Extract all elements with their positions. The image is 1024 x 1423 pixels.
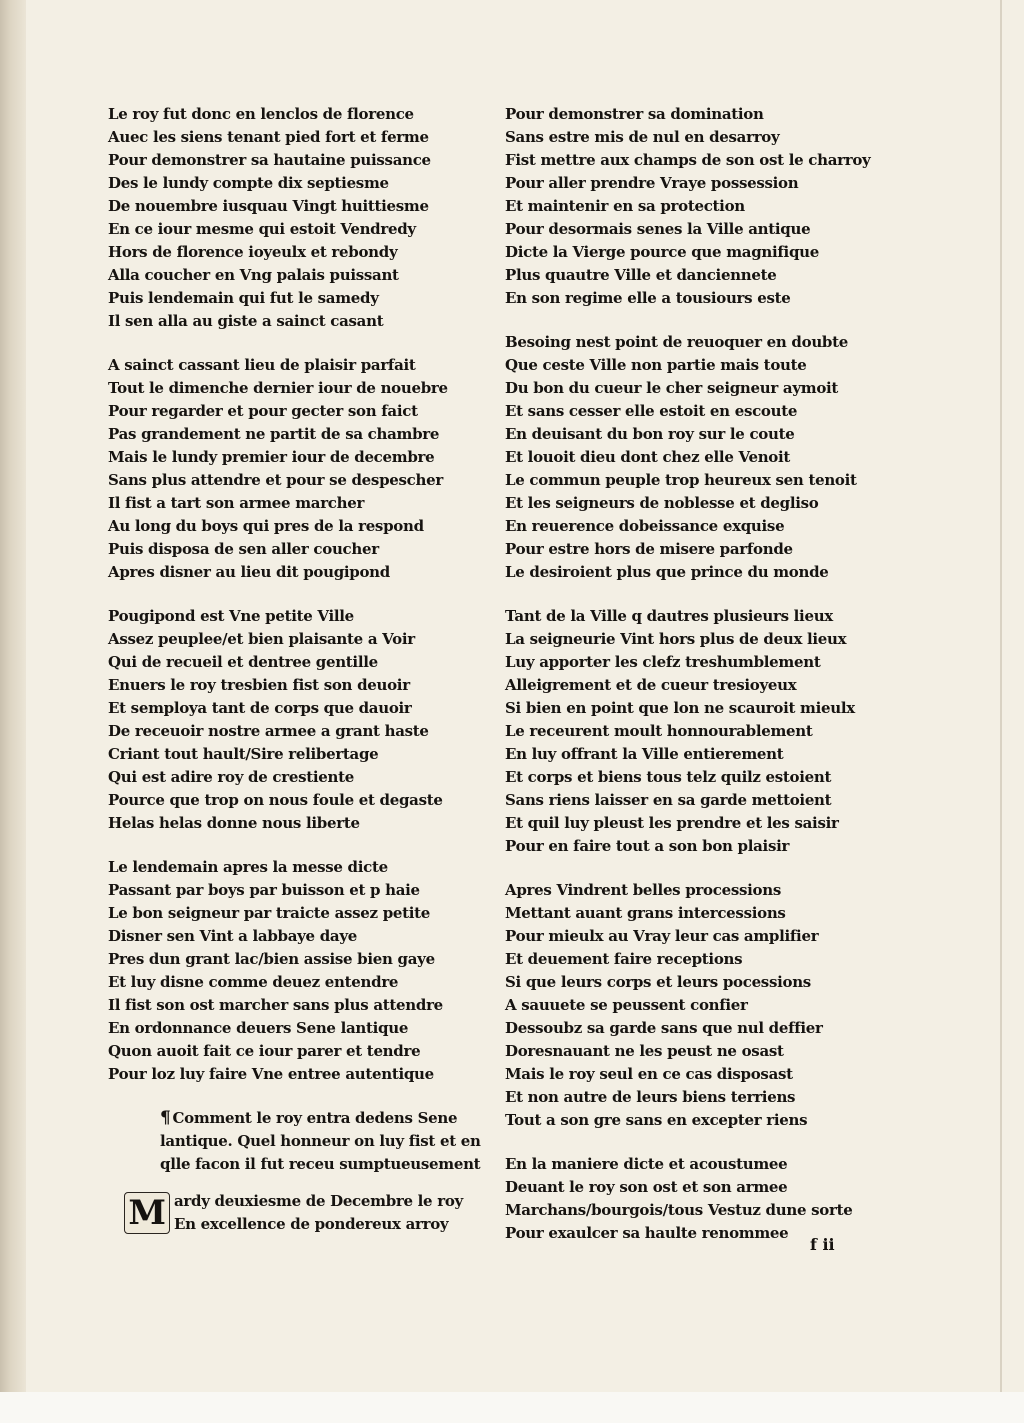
verse-line: En deuisant du bon roy sur le coute xyxy=(505,425,795,443)
verse-line: Puis disposa de sen aller coucher xyxy=(108,540,379,558)
pilcrow-mark: ¶ xyxy=(160,1108,171,1128)
verse-line: Du bon du cueur le cher seigneur aymoit xyxy=(505,379,839,397)
verse-line: Sans plus attendre et pour se despescher xyxy=(108,471,443,489)
stanza xyxy=(505,331,885,584)
rubric-line: qlle facon il fut receu sumptueusement xyxy=(160,1155,481,1173)
stanza xyxy=(108,605,488,835)
verse-line: Pour regarder et pour gecter son faict xyxy=(108,402,418,420)
verse-line: Le desiroient plus que prince du monde xyxy=(505,563,829,581)
verse-line: Pour aller prendre Vraye possession xyxy=(505,174,799,192)
stanza xyxy=(505,1153,885,1245)
verse-line: ardy deuxiesme de Decembre le roy xyxy=(174,1192,463,1210)
stanza xyxy=(505,605,885,858)
verse-line: Luy apporter les clefz treshumblement xyxy=(505,653,821,671)
verse-line: En ce iour mesme qui estoit Vendredy xyxy=(108,220,416,238)
verse-line: Disner sen Vint a labbaye daye xyxy=(108,927,357,945)
verse-line: Il fist a tart son armee marcher xyxy=(108,494,365,512)
verse-line: La seigneurie Vint hors plus de deux lieux xyxy=(505,630,847,648)
verse-line: Pour exaulcer sa haulte renommee xyxy=(505,1224,789,1242)
verse-line: De receuoir nostre armee a grant haste xyxy=(108,722,429,740)
verse-line: Fist mettre aux champs de son ost le charroy xyxy=(505,151,871,169)
verse-line: Et sans cesser elle estoit en escoute xyxy=(505,402,798,420)
verse-line: Que ceste Ville non partie mais toute xyxy=(505,356,807,374)
verse-line: A sauuete se peussent confier xyxy=(505,996,748,1014)
verse-line: Puis lendemain qui fut le samedy xyxy=(108,289,379,307)
verse-line: Tant de la Ville q dautres plusieurs lieux xyxy=(505,607,833,625)
verse-line: Le commun peuple trop heureux sen tenoit xyxy=(505,471,857,489)
verse-line: Et corps et biens tous telz quilz estoient xyxy=(505,768,832,786)
verse-line: Et semploya tant de corps que dauoir xyxy=(108,699,412,717)
verse-line: Pour demonstrer sa domination xyxy=(505,105,764,123)
chapter-rubric xyxy=(160,1107,490,1176)
verse-line: Alleigrement et de cueur tresioyeux xyxy=(505,676,797,694)
rubric-line xyxy=(160,1107,490,1130)
verse-line: Et quil luy pleust les prendre et les saisir xyxy=(505,814,839,832)
verse-line: Mais le roy seul en ce cas disposast xyxy=(505,1065,793,1083)
verse-line: Et les seigneurs de noblesse et degliso xyxy=(505,494,819,512)
rubric-line: lantique. Quel honneur on luy fist et en xyxy=(160,1132,481,1150)
verse-line: Marchans/bourgois/tous Vestuz dune sorte xyxy=(505,1201,853,1219)
verse-line: Pour loz luy faire Vne entree autentique xyxy=(108,1065,434,1083)
verse-line: Assez peuplee/et bien plaisante a Voir xyxy=(108,630,415,648)
decorated-initial: M xyxy=(124,1192,170,1234)
signature-mark: f ii xyxy=(810,1235,835,1254)
verse-line: Il fist son ost marcher sans plus attendre xyxy=(108,996,443,1014)
verse-line: Quon auoit fait ce iour parer et tendre xyxy=(108,1042,421,1060)
verse-line: Et deuement faire receptions xyxy=(505,950,743,968)
verse-line: Et non autre de leurs biens terriens xyxy=(505,1088,796,1106)
verse-line: En la maniere dicte et acoustumee xyxy=(505,1155,788,1173)
verse-line: Le bon seigneur par traicte assez petite xyxy=(108,904,431,922)
verse-line: Pource que trop on nous foule et degaste xyxy=(108,791,443,809)
verse-line: Et maintenir en sa protection xyxy=(505,197,745,215)
verse-line: Mettant auant grans intercessions xyxy=(505,904,786,922)
verse-line: Auec les siens tenant pied fort et ferme xyxy=(108,128,429,146)
page-edge-rule xyxy=(1000,0,1002,1392)
verse-line: Passant par boys par buisson et p haie xyxy=(108,881,420,899)
verse-line: Sans estre mis de nul en desarroy xyxy=(505,128,780,146)
stanza xyxy=(108,103,488,333)
verse-line: Pour demonstrer sa hautaine puissance xyxy=(108,151,431,169)
verse-line: Il sen alla au giste a sainct casant xyxy=(108,312,384,330)
verse-line: Dessoubz sa garde sans que nul deffier xyxy=(505,1019,823,1037)
verse-line: Apres disner au lieu dit pougipond xyxy=(108,563,390,581)
verse-line: Hors de florence ioyeulx et rebondy xyxy=(108,243,398,261)
verse-line: Doresnauant ne les peust ne osast xyxy=(505,1042,784,1060)
verse-line: Sans riens laisser en sa garde mettoient xyxy=(505,791,832,809)
verse-line: Pougipond est Vne petite Ville xyxy=(108,607,354,625)
verse-line: Et luy disne comme deuez entendre xyxy=(108,973,399,991)
verse-line: Pour desormais senes la Ville antique xyxy=(505,220,811,238)
verse-line: Tout a son gre sans en excepter riens xyxy=(505,1111,808,1129)
verse-line: Qui de recueil et dentree gentille xyxy=(108,653,378,671)
stanza xyxy=(505,103,885,310)
verse-line: De nouembre iusquau Vingt huittiesme xyxy=(108,197,429,215)
verse-line: Dicte la Vierge pource que magnifique xyxy=(505,243,819,261)
verse-line: Criant tout hault/Sire relibertage xyxy=(108,745,379,763)
verse-line: Si que leurs corps et leurs pocessions xyxy=(505,973,811,991)
verse-line: En excellence de pondereux arroy xyxy=(174,1215,449,1233)
verse-line: Pour mieulx au Vray leur cas amplifier xyxy=(505,927,819,945)
verse-line: Besoing nest point de reuoquer en doubte xyxy=(505,333,848,351)
stanza xyxy=(108,354,488,584)
verse-line: Le roy fut donc en lenclos de florence xyxy=(108,105,414,123)
bottom-margin xyxy=(0,1392,1024,1423)
verse-line: Pour estre hors de misere parfonde xyxy=(505,540,793,558)
verse-line: A sainct cassant lieu de plaisir parfait xyxy=(108,356,416,374)
verse-line: Tout le dimenche dernier iour de nouebre xyxy=(108,379,448,397)
verse-line: Plus quautre Ville et danciennete xyxy=(505,266,777,284)
verse-line: Enuers le roy tresbien fist son deuoir xyxy=(108,676,410,694)
verse-line: En son regime elle a tousiours este xyxy=(505,289,791,307)
rubric-text: Comment le roy entra dedens Sene xyxy=(172,1109,458,1127)
verse-line: Et louoit dieu dont chez elle Venoit xyxy=(505,448,791,466)
verse-line: Helas helas donne nous liberte xyxy=(108,814,360,832)
verse-line: Pas grandement ne partit de sa chambre xyxy=(108,425,440,443)
left-column xyxy=(108,103,488,1236)
stanza xyxy=(108,856,488,1086)
verse-line: Alla coucher en Vng palais puissant xyxy=(108,266,399,284)
verse-line: Le receurent moult honnourablement xyxy=(505,722,813,740)
right-column xyxy=(505,103,885,1266)
verse-line: En ordonnance deuers Sene lantique xyxy=(108,1019,409,1037)
verse-line: Pres dun grant lac/bien assise bien gaye xyxy=(108,950,435,968)
verse-line: Qui est adire roy de crestiente xyxy=(108,768,354,786)
verse-line: En luy offrant la Ville entierement xyxy=(505,745,784,763)
verse-line: Le lendemain apres la messe dicte xyxy=(108,858,388,876)
stanza xyxy=(505,879,885,1132)
verse-line: Apres Vindrent belles processions xyxy=(505,881,781,899)
verse-line: Pour en faire tout a son bon plaisir xyxy=(505,837,790,855)
verse-line: Au long du boys qui pres de la respond xyxy=(108,517,424,535)
verse-line: En reuerence dobeissance exquise xyxy=(505,517,785,535)
chapter-opening xyxy=(124,1190,488,1236)
page-gutter-shadow xyxy=(0,0,26,1423)
verse-line: Si bien en point que lon ne scauroit mieulx xyxy=(505,699,855,717)
verse-line: Deuant le roy son ost et son armee xyxy=(505,1178,788,1196)
verse-line: Des le lundy compte dix septiesme xyxy=(108,174,389,192)
verse-line: Mais le lundy premier iour de decembre xyxy=(108,448,435,466)
